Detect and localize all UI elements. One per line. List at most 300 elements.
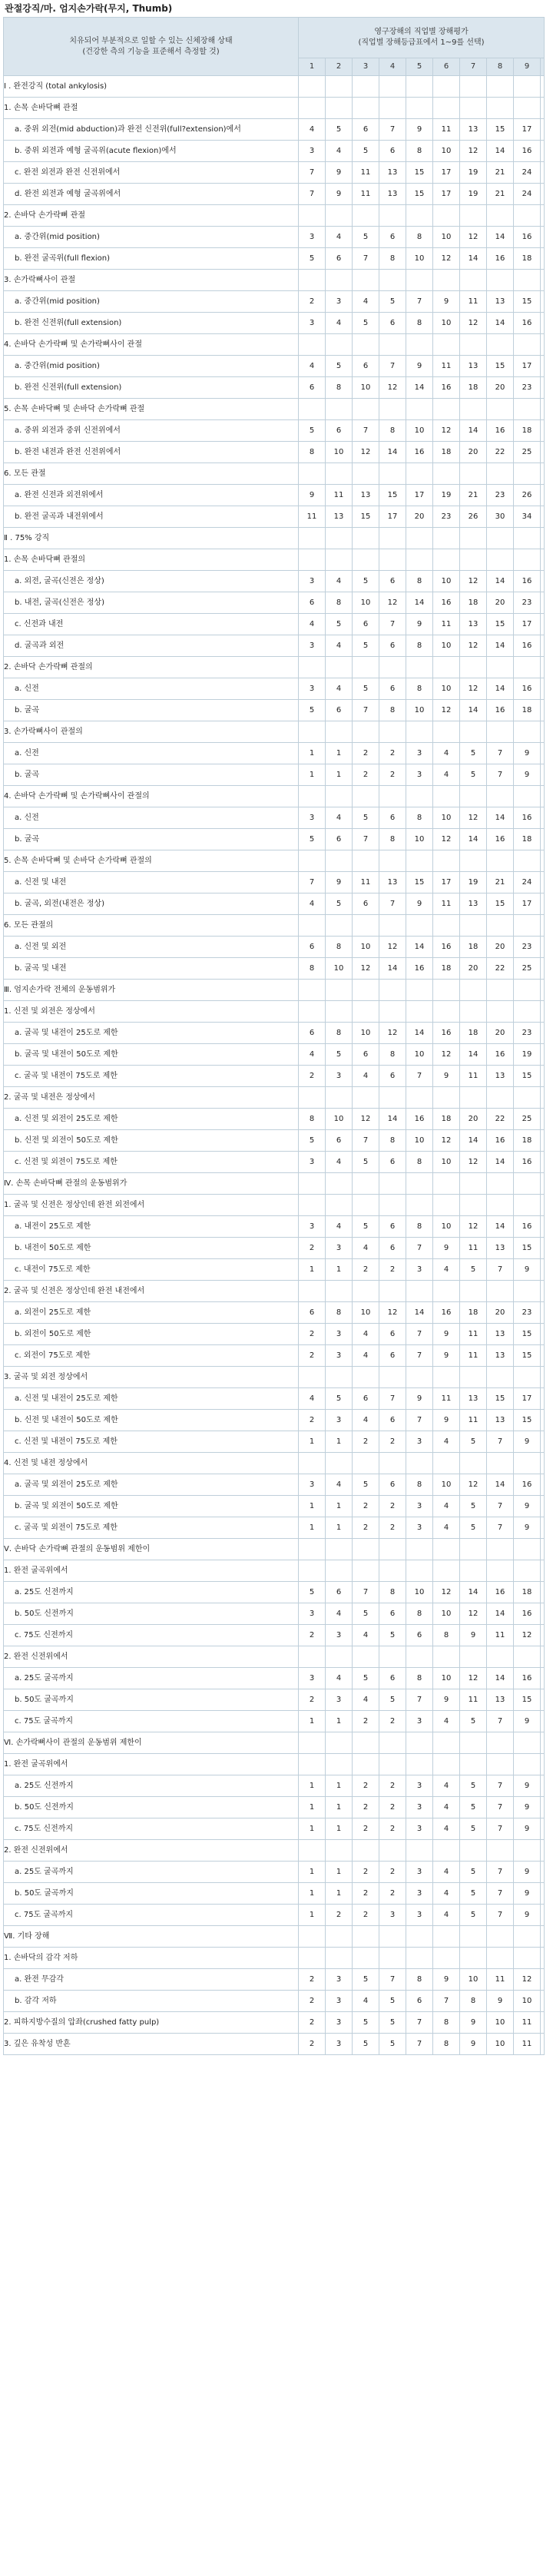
grade-cell: 16: [487, 1044, 514, 1066]
grade-cell: 4: [326, 1668, 353, 1689]
grade-cell: [514, 1560, 541, 1582]
grade-cell: 9: [514, 1905, 541, 1926]
grade-cell: 5: [326, 356, 353, 377]
grade-cell: [487, 1948, 514, 1969]
grade-cell: 23: [487, 485, 514, 506]
grade-cell: [406, 1367, 433, 1388]
grade-cell: 9: [326, 872, 353, 893]
grade-cell: 18: [433, 958, 460, 980]
grade-cell: 2: [299, 291, 326, 313]
column-header: 9: [514, 58, 541, 76]
grade-cell: [353, 1840, 379, 1862]
grade-cell: 2: [379, 743, 406, 764]
grade-cell: [487, 1281, 514, 1302]
table-row: [4, 248, 545, 270]
row-spacer: [541, 1775, 545, 1797]
grade-cell: 10: [406, 700, 433, 721]
grade-cell: 3: [299, 807, 326, 829]
grade-cell: 24: [514, 872, 541, 893]
row-label: b. 완전 신전위(full extension): [4, 313, 299, 334]
grade-cell: [379, 1948, 406, 1969]
row-spacer: [541, 915, 545, 937]
grade-cell: [514, 1539, 541, 1560]
row-spacer: [541, 184, 545, 205]
grade-cell: 14: [406, 1302, 433, 1324]
grade-cell: 5: [460, 743, 487, 764]
table-row: [4, 872, 545, 893]
grade-cell: [353, 786, 379, 807]
subsection-row: [4, 399, 545, 420]
grade-cell: 12: [379, 937, 406, 958]
grade-cell: [433, 1539, 460, 1560]
grade-cell: 14: [487, 1668, 514, 1689]
grade-cell: 10: [433, 1216, 460, 1238]
grade-cell: 25: [514, 1109, 541, 1130]
grade-cell: [487, 528, 514, 549]
grade-cell: 13: [487, 1066, 514, 1087]
grade-cell: 10: [514, 1991, 541, 2012]
row-label: b. 굴곡 및 내전이 50도로 제한: [4, 1044, 299, 1066]
grade-cell: 5: [299, 1130, 326, 1152]
grade-cell: [353, 549, 379, 571]
row-label: Ⅱ . 75% 강직: [4, 528, 299, 549]
grade-cell: 7: [353, 248, 379, 270]
table-row: [4, 571, 545, 592]
grade-cell: 3: [299, 1668, 326, 1689]
grade-cell: [487, 1195, 514, 1216]
grade-cell: [299, 1001, 326, 1023]
grade-cell: 17: [514, 119, 541, 141]
grade-cell: [433, 786, 460, 807]
grade-cell: 7: [379, 356, 406, 377]
table-row: [4, 614, 545, 635]
grade-cell: 6: [379, 227, 406, 248]
row-spacer: [541, 958, 545, 980]
grade-cell: [487, 721, 514, 743]
grade-cell: [326, 1001, 353, 1023]
grade-cell: 14: [460, 1130, 487, 1152]
grade-cell: [299, 1754, 326, 1775]
subsection-row: [4, 1087, 545, 1109]
table-row: [4, 485, 545, 506]
table-row: [4, 377, 545, 399]
grade-cell: 12: [514, 1969, 541, 1991]
grade-cell: 12: [379, 592, 406, 614]
grade-cell: 19: [433, 485, 460, 506]
grade-cell: 10: [406, 1130, 433, 1152]
grade-cell: 8: [406, 313, 433, 334]
grade-cell: [353, 657, 379, 678]
row-label: 1. 완전 굴곡위에서: [4, 1754, 299, 1775]
grade-cell: 3: [299, 678, 326, 700]
grade-cell: [460, 915, 487, 937]
table-row: [4, 1410, 545, 1431]
row-spacer: [541, 980, 545, 1001]
subsection-row: [4, 786, 545, 807]
grade-cell: 13: [379, 184, 406, 205]
row-spacer: [541, 2034, 545, 2055]
grade-cell: 4: [433, 1517, 460, 1539]
grade-cell: [433, 1087, 460, 1109]
grade-cell: [487, 1539, 514, 1560]
grade-cell: [487, 1453, 514, 1474]
grade-cell: 2: [299, 2034, 326, 2055]
grade-cell: [514, 850, 541, 872]
grade-cell: [353, 1281, 379, 1302]
grade-cell: [487, 205, 514, 227]
grade-cell: 13: [487, 1345, 514, 1367]
grade-cell: 2: [379, 1496, 406, 1517]
grade-cell: 6: [379, 635, 406, 657]
grade-cell: 6: [299, 1023, 326, 1044]
grade-cell: [487, 270, 514, 291]
grade-cell: 22: [487, 1109, 514, 1130]
grade-cell: 8: [406, 141, 433, 162]
grade-cell: [326, 657, 353, 678]
grade-cell: 7: [487, 1905, 514, 1926]
grade-cell: [433, 528, 460, 549]
row-spacer: [541, 1130, 545, 1152]
grade-cell: 4: [433, 1775, 460, 1797]
grade-cell: [326, 1948, 353, 1969]
row-label: c. 외전이 75도로 제한: [4, 1345, 299, 1367]
grade-cell: 14: [460, 248, 487, 270]
grade-cell: 16: [487, 1582, 514, 1603]
column-header: 8: [487, 58, 514, 76]
table-row: [4, 893, 545, 915]
grade-cell: 1: [299, 1818, 326, 1840]
row-spacer: [541, 1367, 545, 1388]
row-spacer: [541, 1087, 545, 1109]
grade-cell: [353, 915, 379, 937]
grade-cell: 4: [353, 1410, 379, 1431]
grade-cell: 9: [514, 1259, 541, 1281]
grade-cell: 11: [487, 1969, 514, 1991]
row-label: b. 중위 외전과 예형 굴곡위(acute flexion)에서: [4, 141, 299, 162]
grade-cell: 1: [326, 1259, 353, 1281]
table-row: [4, 1302, 545, 1324]
grade-cell: 8: [326, 1302, 353, 1324]
grade-cell: [379, 463, 406, 485]
grade-cell: 3: [326, 1689, 353, 1711]
grade-cell: [514, 270, 541, 291]
grade-cell: 20: [406, 506, 433, 528]
grade-cell: 6: [353, 119, 379, 141]
grade-cell: 3: [406, 1496, 433, 1517]
grade-cell: 13: [379, 872, 406, 893]
table-row: [4, 700, 545, 721]
row-spacer: [541, 1625, 545, 1646]
grade-cell: 1: [299, 1517, 326, 1539]
row-label: a. 25도 신전까지: [4, 1775, 299, 1797]
grade-cell: 16: [514, 635, 541, 657]
grade-cell: [487, 1926, 514, 1948]
grade-cell: 7: [433, 1991, 460, 2012]
row-spacer: [541, 377, 545, 399]
grade-cell: [406, 1173, 433, 1195]
table-row: [4, 1969, 545, 1991]
grade-cell: 4: [326, 1474, 353, 1496]
grade-cell: [514, 1367, 541, 1388]
grade-cell: 4: [433, 1905, 460, 1926]
grade-cell: 4: [326, 571, 353, 592]
subsection-row: [4, 205, 545, 227]
grade-cell: [353, 334, 379, 356]
grade-cell: 5: [379, 291, 406, 313]
grade-cell: 3: [406, 1775, 433, 1797]
grade-cell: [353, 205, 379, 227]
grade-cell: [460, 528, 487, 549]
grade-cell: [406, 915, 433, 937]
grade-cell: 7: [299, 872, 326, 893]
section-row: [4, 1732, 545, 1754]
grade-cell: 5: [460, 1862, 487, 1883]
row-label: a. 완전 신전과 외전위에서: [4, 485, 299, 506]
row-label: b. 외전이 50도로 제한: [4, 1324, 299, 1345]
row-spacer: [541, 743, 545, 764]
grade-cell: [460, 1948, 487, 1969]
row-spacer: [541, 485, 545, 506]
grade-cell: [353, 1173, 379, 1195]
table-row: [4, 1496, 545, 1517]
grade-cell: 3: [326, 2012, 353, 2034]
table-row: [4, 506, 545, 528]
row-label: 3. 손가락뼈사이 관절의: [4, 721, 299, 743]
grade-cell: [326, 399, 353, 420]
grade-cell: [299, 205, 326, 227]
row-spacer: [541, 807, 545, 829]
grade-cell: 9: [514, 1775, 541, 1797]
grade-cell: 2: [379, 1883, 406, 1905]
column-header: 3: [353, 58, 379, 76]
grade-cell: 2: [379, 1517, 406, 1539]
grade-cell: [299, 850, 326, 872]
grade-cell: 30: [487, 506, 514, 528]
grade-cell: 8: [379, 1130, 406, 1152]
grade-cell: 11: [460, 1410, 487, 1431]
grade-cell: [353, 1948, 379, 1969]
grade-cell: 10: [353, 592, 379, 614]
row-spacer: [541, 1840, 545, 1862]
grade-cell: [326, 1087, 353, 1109]
section-row: [4, 528, 545, 549]
grade-cell: 6: [379, 1668, 406, 1689]
grade-cell: 5: [353, 141, 379, 162]
grade-cell: [487, 1173, 514, 1195]
grade-cell: 9: [514, 1517, 541, 1539]
grade-cell: [514, 1173, 541, 1195]
grade-cell: 5: [353, 678, 379, 700]
grade-cell: 20: [487, 1023, 514, 1044]
table-row: [4, 227, 545, 248]
grade-cell: [299, 1840, 326, 1862]
row-label: 3. 굴곡 및 외전 정상에서: [4, 1367, 299, 1388]
grade-cell: [299, 528, 326, 549]
grade-cell: 11: [433, 1388, 460, 1410]
grade-cell: [514, 1926, 541, 1948]
grade-cell: 4: [433, 1883, 460, 1905]
grade-cell: 7: [353, 700, 379, 721]
grade-cell: [326, 1646, 353, 1668]
grade-cell: [379, 980, 406, 1001]
grade-cell: 20: [460, 442, 487, 463]
grade-cell: [487, 334, 514, 356]
grade-cell: [433, 1948, 460, 1969]
grade-cell: [299, 1646, 326, 1668]
grade-cell: 1: [326, 1496, 353, 1517]
row-label: 2. 손바닥 손가락뼈 관절: [4, 205, 299, 227]
row-spacer: [541, 76, 545, 98]
table-row: [4, 1431, 545, 1453]
table-body: [4, 76, 545, 2055]
grade-cell: 6: [299, 592, 326, 614]
grade-cell: [460, 399, 487, 420]
grade-cell: 8: [406, 227, 433, 248]
grade-cell: [379, 1754, 406, 1775]
grade-cell: 8: [406, 1216, 433, 1238]
column-header: 4: [379, 58, 406, 76]
grade-cell: 4: [433, 1818, 460, 1840]
grade-cell: 4: [433, 764, 460, 786]
grade-cell: 8: [433, 1625, 460, 1646]
row-spacer: [541, 1883, 545, 1905]
grade-cell: 14: [406, 1023, 433, 1044]
table-row: [4, 1259, 545, 1281]
grade-cell: 12: [353, 958, 379, 980]
grade-cell: [433, 205, 460, 227]
table-row: [4, 1797, 545, 1818]
grade-cell: [353, 1367, 379, 1388]
grade-cell: 2: [379, 1259, 406, 1281]
grade-cell: [326, 1732, 353, 1754]
row-spacer: [541, 141, 545, 162]
grade-cell: 14: [379, 1109, 406, 1130]
grade-cell: [433, 1840, 460, 1862]
grade-cell: 23: [514, 592, 541, 614]
grade-cell: [406, 786, 433, 807]
grade-cell: 13: [487, 1689, 514, 1711]
grade-cell: 3: [406, 1862, 433, 1883]
grade-cell: 9: [433, 1345, 460, 1367]
grade-cell: 5: [326, 1044, 353, 1066]
row-spacer: [541, 1797, 545, 1818]
grade-cell: 16: [487, 829, 514, 850]
evaluation-header: [299, 18, 545, 58]
grade-cell: [460, 721, 487, 743]
row-spacer: [541, 1302, 545, 1324]
grade-cell: 5: [353, 1152, 379, 1173]
table-row: [4, 1905, 545, 1926]
grade-cell: [514, 1732, 541, 1754]
row-label: Ⅵ. 손가락뼈사이 관절의 운동범위 제한이: [4, 1732, 299, 1754]
grade-cell: 10: [353, 377, 379, 399]
grade-cell: [460, 1926, 487, 1948]
grade-cell: [299, 1453, 326, 1474]
grade-cell: [433, 463, 460, 485]
row-spacer: [541, 442, 545, 463]
grade-cell: [460, 1560, 487, 1582]
row-label: b. 완전 신전위(full extension): [4, 377, 299, 399]
grade-cell: [406, 850, 433, 872]
grade-cell: 9: [433, 1238, 460, 1259]
grade-cell: [460, 1195, 487, 1216]
row-label: c. 신전 및 내전이 75도로 제한: [4, 1431, 299, 1453]
grade-cell: 16: [514, 1216, 541, 1238]
grade-cell: [514, 1754, 541, 1775]
grade-cell: 15: [406, 184, 433, 205]
grade-cell: 4: [353, 1324, 379, 1345]
grade-cell: [299, 1732, 326, 1754]
grade-cell: [487, 463, 514, 485]
grade-cell: 2: [299, 1625, 326, 1646]
grade-cell: 17: [514, 356, 541, 377]
subsection-row: [4, 1948, 545, 1969]
grade-cell: 16: [514, 313, 541, 334]
row-spacer: [541, 528, 545, 549]
table-row: [4, 1883, 545, 1905]
row-label: b. 50도 신전까지: [4, 1603, 299, 1625]
grade-cell: [326, 850, 353, 872]
grade-cell: [433, 1646, 460, 1668]
grade-cell: 2: [353, 1797, 379, 1818]
grade-cell: 1: [299, 1775, 326, 1797]
grade-cell: 13: [460, 1388, 487, 1410]
column-header: 7: [460, 58, 487, 76]
grade-cell: 4: [433, 743, 460, 764]
grade-cell: [406, 1840, 433, 1862]
grade-cell: [326, 1195, 353, 1216]
grade-cell: 9: [460, 1625, 487, 1646]
grade-cell: 6: [379, 1345, 406, 1367]
grade-cell: 4: [353, 291, 379, 313]
grade-cell: 14: [487, 313, 514, 334]
grade-cell: [299, 1926, 326, 1948]
grade-cell: [433, 1926, 460, 1948]
grade-cell: 10: [326, 442, 353, 463]
grade-cell: [353, 980, 379, 1001]
row-spacer: [541, 1517, 545, 1539]
grade-cell: 4: [326, 227, 353, 248]
grade-cell: [460, 549, 487, 571]
table-row: [4, 1668, 545, 1689]
row-label: b. 완전 내전과 완전 신전위에서: [4, 442, 299, 463]
grade-cell: 3: [299, 1474, 326, 1496]
row-spacer: [541, 1216, 545, 1238]
row-spacer: [541, 1410, 545, 1431]
grade-cell: 20: [487, 1302, 514, 1324]
grade-cell: [353, 1754, 379, 1775]
grade-cell: 6: [353, 893, 379, 915]
grade-cell: [514, 463, 541, 485]
grade-cell: 2: [299, 1689, 326, 1711]
grade-cell: 20: [487, 377, 514, 399]
grade-cell: [299, 1367, 326, 1388]
grade-cell: 5: [460, 1711, 487, 1732]
row-label: b. 굴곡: [4, 829, 299, 850]
grade-cell: 1: [326, 1883, 353, 1905]
grade-cell: 7: [487, 1431, 514, 1453]
grade-cell: [487, 850, 514, 872]
row-label: b. 완전 굴곡과 내전위에서: [4, 506, 299, 528]
grade-cell: 4: [299, 1044, 326, 1066]
row-label: 1. 손목 손바닥뼈 관절: [4, 98, 299, 119]
grade-cell: [379, 1646, 406, 1668]
grade-cell: 13: [379, 162, 406, 184]
grade-cell: 9: [406, 893, 433, 915]
table-row: [4, 743, 545, 764]
grade-cell: [514, 915, 541, 937]
grade-cell: [326, 334, 353, 356]
